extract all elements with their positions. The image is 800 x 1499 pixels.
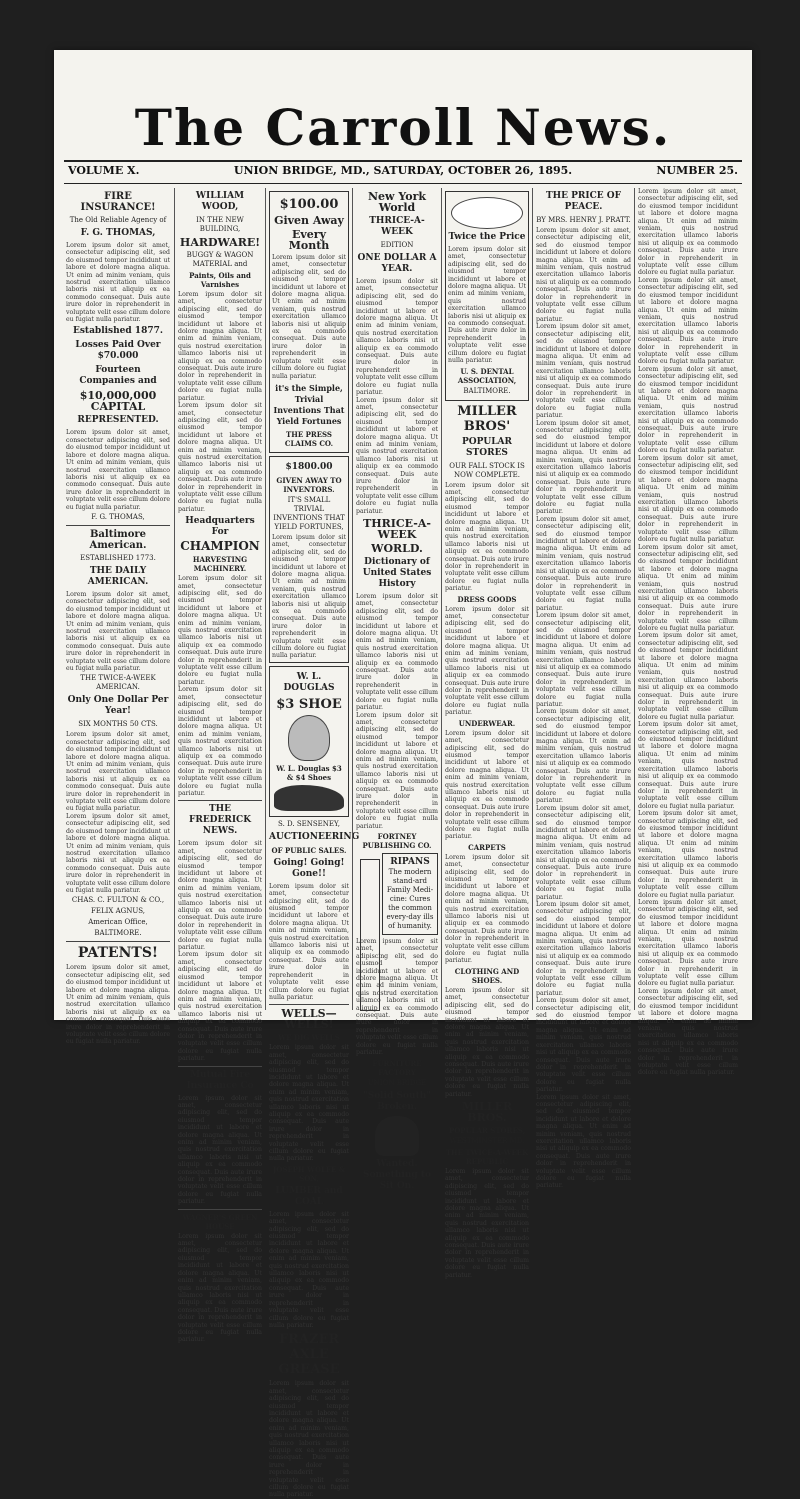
ripans-box [382, 853, 438, 935]
carpets-heading: CARPETS [468, 842, 506, 852]
story-text-2: Lorem ipsum dolor sit amet, consectetur adipiscing elit, sed do eiusmod tempor incididunt ut labore et dolore magna aliqua. Ut enim ad minim veniam, quis nostrud exercitation ullamco laboris nisi ut aliquip ex ea commodo consequat. Duis aute irure dolor in reprehenderit in voluptate velit esse cillum dolore eu fugiat nulla pariatur. [536, 323, 631, 420]
column-1 [66, 188, 170, 1046]
author-line: BY MRS. HENRY J. PRATT. [536, 216, 631, 224]
column-separator [532, 188, 533, 1010]
divider [178, 800, 262, 801]
inventors-text: Lorem ipsum dolor sit amet, consectetur adipiscing elit, sed do eiusmod tempor incididunt ut labore et dolore magna aliqua. Ut enim ad minim veniam, quis nostrud exercitation ullamco laboris nisi ut aliquip ex ea commodo consequat. Duis aute irure dolor in reprehenderit in voluptate velit esse cillum dolore eu fugiat nulla pariatur. [272, 533, 346, 660]
green-house-text: Lorem ipsum dolor sit amet, consectetur adipiscing elit, sed do eiusmod tempor incididunt ut labore et dolore magna aliqua. Ut enim ad minim veniam, quis nostrud exercitation ullamco laboris nisi ut aliquip ex ea commodo consequat. Duis aute irure dolor in reprehenderit in voluptate velit esse cillum dolore eu fugiat nulla pariatur. [178, 1232, 262, 1344]
hardware-text: Lorem ipsum dolor sit amet, consectetur adipiscing elit, sed do eiusmod tempor incididunt ut labore et dolore magna aliqua. Ut enim ad minim veniam, quis nostrud exercitation ullamco laboris nisi ut aliquip ex ea commodo consequat. Duis aute irure dolor in reprehenderit in voluptate velit esse cillum dolore eu fugiat nulla pariatur. [178, 291, 262, 402]
baltimore-line: BALTIMORE. [463, 386, 511, 395]
frederick-text: Lorem ipsum dolor sit amet, consectetur adipiscing elit, sed do eiusmod tempor incididunt ut labore et dolore magna aliqua. Ut enim ad minim veniam, quis nostrud exercitation ullamco laboris nisi ut aliquip ex ea commodo consequat. Duis aute irure dolor in reprehenderit in voluptate velit esse cillum dolore eu fugiat nulla pariatur. [178, 840, 262, 952]
column-separator [174, 188, 175, 1010]
publisher-line: CHAS. C. FULTON & CO., [71, 896, 165, 905]
price-of-peace-heading: THE PRICE OF PEACE. [545, 191, 622, 212]
portrait-image [288, 715, 330, 761]
divider [178, 1066, 262, 1067]
eighteen-hundred: $1800.00 [285, 461, 333, 472]
dress-goods-heading: DRESS GOODS [457, 594, 517, 604]
dress-goods-text: Lorem ipsum dolor sit amet, consectetur adipiscing elit, sed do eiusmod tempor incididunt ut labore et dolore magna aliqua. Ut enim ad minim veniam, quis nostrud exercitation ullamco laboris nisi ut aliquip ex ea commodo consequat. Duis aute irure dolor in reprehenderit in voluptate velit esse cillum dolore eu fugiat nulla pariatur. [445, 605, 529, 717]
world-text-2: Lorem ipsum dolor sit amet, consectetur adipiscing elit, sed do eiusmod tempor incididunt ut labore et dolore magna aliqua. Ut enim ad minim veniam, quis nostrud exercitation ullamco laboris nisi ut aliquip ex ea commodo consequat. Duis aute irure dolor in reprehenderit in voluptate velit esse cillum dolore eu fugiat nulla pariatur. [356, 396, 438, 515]
furniture-text: Lorem ipsum dolor sit amet, consectetur adipiscing elit, sed do eiusmod tempor incididunt ut labore et dolore magna aliqua. Ut enim ad minim veniam, quis nostrud exercitation ullamco laboris nisi ut aliquip ex ea commodo consequat. Duis aute irure dolor in reprehenderit in voluptate velit esse cillum dolore eu fugiat nulla pariatur. [356, 938, 438, 1057]
auction-text: Lorem ipsum dolor sit amet, consectetur adipiscing elit, sed do eiusmod tempor incididunt ut labore et dolore magna aliqua. Ut enim ad minim veniam, quis nostrud exercitation ullamco laboris nisi ut aliquip ex ea commodo consequat. Duis aute irure dolor in reprehenderit in voluptate velit esse cillum dolore eu fugiat nulla pariatur. [269, 882, 349, 1001]
frederick-news-heading: THE FREDERICK NEWS. [188, 804, 252, 837]
column-6 [536, 188, 631, 1190]
press-claims-ad [269, 191, 349, 453]
edition-line: EDITION [380, 241, 414, 249]
mutual-fire-heading: Mutual Fire Insurance Co [186, 1069, 254, 1091]
new-building-line: IN THE NEW BUILDING, [196, 216, 244, 233]
carpets-text: Lorem ipsum dolor sit amet, consectetur adipiscing elit, sed do eiusmod tempor incididunt ut labore et dolore magna aliqua. Ut enim ad minim veniam, quis nostrud exercitation ullamco laboris nisi ut aliquip ex ea commodo consequat. Duis aute irure dolor in reprehenderit in voluptate velit esse cillum dolore eu fugiat nulla pariatur. [445, 853, 529, 965]
green-house-heading: WAGNER'S GREEN HOUSE [182, 1212, 258, 1231]
column-4 [356, 188, 438, 1191]
wells-text: Lorem ipsum dolor sit amet, consectetur adipiscing elit, sed do eiusmod tempor incididunt ut labore et dolore magna aliqua. Ut enim ad minim veniam, quis nostrud exercitation ullamco laboris nisi ut aliquip ex ea commodo consequat. Duis aute irure dolor in reprehenderit in voluptate velit esse cillum dolore eu fugiat nulla pariatur. [269, 1044, 349, 1163]
wanted-heading: Wanted. Something to Sit On. [362, 1158, 431, 1191]
going-gone-line: Going! Going! Gone!! [273, 857, 345, 879]
story-text-3: Lorem ipsum dolor sit amet, consectetur adipiscing elit, sed do eiusmod tempor incididunt ut labore et dolore magna aliqua. Ut enim ad minim veniam, quis nostrud exercitation ullamco laboris nisi ut aliquip ex ea commodo consequat. Duis aute irure dolor in reprehenderit in voluptate velit esse cillum dolore eu fugiat nulla pariatur. [536, 419, 631, 516]
story-cont-2: Lorem ipsum dolor sit amet, consectetur adipiscing elit, sed do eiusmod tempor incididunt ut labore et dolore magna aliqua. Ut enim ad minim veniam, quis nostrud exercitation ullamco laboris nisi ut aliquip ex ea commodo consequat. Duis aute irure dolor in reprehenderit in voluptate velit esse cillum dolore eu fugiat nulla pariatur. [638, 276, 738, 366]
column-5 [445, 188, 529, 1279]
wagon-material-line: BUGGY & WAGON MATERIAL and [186, 251, 254, 268]
every-month: Every Month [288, 228, 330, 252]
story-text-7: Lorem ipsum dolor sit amet, consectetur adipiscing elit, sed do eiusmod tempor incididunt ut labore et dolore magna aliqua. Ut enim ad minim veniam, quis nostrud exercitation ullamco laboris nisi ut aliquip ex ea commodo consequat. Duis aute irure dolor in reprehenderit in voluptate velit esse cillum dolore eu fugiat nulla pariatur. [536, 804, 631, 901]
story-cont-10: Lorem ipsum dolor sit amet, consectetur adipiscing elit, sed do eiusmod tempor incididunt ut labore et dolore magna aliqua. Ut enim ad minim veniam, quis nostrud exercitation ullamco laboris nisi ut aliquip ex ea commodo consequat. Duis aute irure dolor in reprehenderit in voluptate velit esse cillum dolore eu fugiat nulla pariatur. [638, 987, 738, 1077]
wood-heading: WILLIAM WOOD, [195, 191, 245, 212]
popular-stores-footer: POPULAR STORES, [448, 1125, 526, 1135]
place-date: UNION BRIDGE, MD., SATURDAY, OCTOBER 26, 1895. [233, 164, 573, 177]
masthead-title: The Carroll News. [134, 98, 672, 157]
publisher-name: FELIX AGNUS, [90, 907, 146, 916]
story-text-10: Lorem ipsum dolor sit amet, consectetur adipiscing elit, sed do eiusmod tempor incididunt ut labore et dolore magna aliqua. Ut enim ad minim veniam, quis nostrud exercitation ullamco laboris nisi ut aliquip ex ea commodo consequat. Duis aute irure dolor in reprehenderit in voluptate velit esse cillum dolore eu fugiat nulla pariatur. [536, 1093, 631, 1190]
dictionary-heading: Dictionary of United States History [362, 557, 432, 589]
douglas-shoes-line: W. L. Douglas $3 & $4 Shoes [276, 763, 342, 782]
dental-association: U. S. DENTAL ASSOCIATION, [457, 366, 517, 385]
douglas-name: W. L. DOUGLAS [283, 671, 335, 693]
world-text: Lorem ipsum dolor sit amet, consectetur adipiscing elit, sed do eiusmod tempor incididunt ut labore et dolore magna aliqua. Ut enim ad minim veniam, quis nostrud exercitation ullamco laboris nisi ut aliquip ex ea commodo consequat. Duis aute irure dolor in reprehenderit in voluptate velit esse cillum dolore eu fugiat nulla pariatur. [356, 278, 438, 397]
champion-text-2: Lorem ipsum dolor sit amet, consectetur adipiscing elit, sed do eiusmod tempor incididunt ut labore et dolore magna aliqua. Ut enim ad minim veniam, quis nostrud exercitation ullamco laboris nisi ut aliquip ex ea commodo consequat. Duis aute irure dolor in reprehenderit in voluptate velit esse cillum dolore eu fugiat nulla pariatur. [178, 686, 262, 797]
companies-line: Fourteen Companies and [79, 365, 157, 387]
harvesting-line: HARVESTING MACHINERY. [192, 555, 248, 574]
press-claims-text: Lorem ipsum dolor sit amet, consectetur adipiscing elit, sed do eiusmod tempor incididunt ut labore et dolore magna aliqua. Ut enim ad minim veniam, quis nostrud exercitation ullamco laboris nisi ut aliquip ex ea commodo consequat. Duis aute irure dolor in reprehenderit in voluptate velit esse cillum dolore eu fugiat nulla pariatur. [272, 254, 346, 380]
fall-stock-line: OUR FALL STOCK IS NOW COMPLETE. [449, 461, 525, 479]
wells-heading: WELLS—WELLS! [281, 1007, 337, 1032]
column-3 [269, 188, 360, 1499]
dictionary-text: Lorem ipsum dolor sit amet, consectetur adipiscing elit, sed do eiusmod tempor incididunt ut labore et dolore magna aliqua. Ut enim ad minim veniam, quis nostrud exercitation ullamco laboris nisi ut aliquip ex ea commodo consequat. Duis aute irure dolor in reprehenderit in voluptate velit esse cillum dolore eu fugiat nulla pariatur. [356, 593, 438, 712]
ny-world-heading: New York World [367, 190, 426, 214]
hardware-text-2: Lorem ipsum dolor sit amet, consectetur adipiscing elit, sed do eiusmod tempor incididunt ut labore et dolore magna aliqua. Ut enim ad minim veniam, quis nostrud exercitation ullamco laboris nisi ut aliquip ex ea commodo consequat. Duis aute irure dolor in reprehenderit in voluptate velit esse cillum dolore eu fugiat nulla pariatur. [178, 402, 262, 513]
headquarters-line: Headquarters For [185, 516, 255, 538]
shoe-image [274, 785, 344, 811]
mutual-fire-text: Lorem ipsum dolor sit amet, consectetur adipiscing elit, sed do eiusmod tempor incididunt ut labore et dolore magna aliqua. Ut enim ad minim veniam, quis nostrud exercitation ullamco laboris nisi ut aliquip ex ea commodo consequat. Duis aute irure dolor in reprehenderit in voluptate velit esse cillum dolore eu fugiat nulla pariatur. [178, 1094, 262, 1206]
volume-label: VOLUME X. [68, 164, 140, 177]
douglas-shoe-ad [269, 666, 349, 817]
ripans-vertical-banner [360, 859, 380, 1011]
divider [66, 941, 170, 942]
divider [269, 1004, 349, 1005]
underwear-heading: UNDERWEAR. [458, 718, 516, 728]
dental-text: Lorem ipsum dolor sit amet, consectetur adipiscing elit, sed do eiusmod tempor incididunt ut labore et dolore magna aliqua. Ut enim ad minim veniam, quis nostrud exercitation ullamco laboris nisi ut aliquip ex ea commodo consequat. Duis aute irure dolor in reprehenderit in voluptate velit esse cillum dolore eu fugiat nulla pariatur. [448, 246, 526, 365]
american-office: American Office, [88, 918, 148, 927]
thrice-a-week-heading-2: THRICE-A-WEEK [363, 517, 431, 541]
union-bridge-line: UNION BRIDGE [367, 1078, 427, 1087]
senseney-name: S. D. SENSENEY, [278, 819, 340, 828]
clothing-heading: CLOTHING AND SHOES. [454, 966, 520, 985]
stores-text: Lorem ipsum dolor sit amet, consectetur adipiscing elit, sed do eiusmod tempor incididunt ut labore et dolore magna aliqua. Ut enim ad minim veniam, quis nostrud exercitation ullamco laboris nisi ut aliquip ex ea commodo consequat. Duis aute irure dolor in reprehenderit in voluptate velit esse cillum dolore eu fugiat nulla pariatur. [445, 481, 529, 593]
agent-signature: F. G. THOMAS, [91, 512, 145, 521]
baltimore-american-heading: Baltimore American. [89, 528, 147, 551]
dig-wells-line: WE DIG WELLS [278, 1033, 340, 1043]
story-cont-9: Lorem ipsum dolor sit amet, consectetur adipiscing elit, sed do eiusmod tempor incididunt ut labore et dolore magna aliqua. Ut enim ad minim veniam, quis nostrud exercitation ullamco laboris nisi ut aliquip ex ea commodo consequat. Duis aute irure dolor in reprehenderit in voluptate velit esse cillum dolore eu fugiat nulla pariatur. [638, 899, 738, 988]
dictionary-text-2: Lorem ipsum dolor sit amet, consectetur adipiscing elit, sed do eiusmod tempor incididunt ut labore et dolore magna aliqua. Ut enim ad minim veniam, quis nostrud exercitation ullamco laboris nisi ut aliquip ex ea commodo consequat. Duis aute irure dolor in reprehenderit in voluptate velit esse cillum dolore eu fugiat nulla pariatur. [356, 711, 438, 830]
champion-text: Lorem ipsum dolor sit amet, consectetur adipiscing elit, sed do eiusmod tempor incididunt ut labore et dolore magna aliqua. Ut enim ad minim veniam, quis nostrud exercitation ullamco laboris nisi ut aliquip ex ea commodo consequat. Duis aute irure dolor in reprehenderit in voluptate velit esse cillum dolore eu fugiat nulla pariatur. [178, 575, 262, 686]
established-1773: ESTABLISHED 1773. [80, 553, 156, 562]
thrice-a-week-heading: THRICE-A-WEEK [369, 216, 425, 237]
story-cont-1: Lorem ipsum dolor sit amet, consectetur adipiscing elit, sed do eiusmod tempor incididunt ut labore et dolore magna aliqua. Ut enim ad minim veniam, quis nostrud exercitation ullamco laboris nisi ut aliquip ex ea commodo consequat. Duis aute irure dolor in reprehenderit in voluptate velit esse cillum dolore eu fugiat nulla pariatur. [638, 188, 738, 277]
axle-grease-heading: FRAZER AXLE GREASE [278, 1332, 340, 1378]
champion-heading: CHAMPION [180, 539, 260, 554]
daily-rates-text: Lorem ipsum dolor sit amet, consectetur adipiscing elit, sed do eiusmod tempor incididunt ut labore et dolore magna aliqua. Ut enim ad minim veniam, quis nostrud exercitation ullamco laboris nisi ut aliquip ex ea commodo consequat. Duis aute irure dolor in reprehenderit in voluptate velit esse cillum dolore eu fugiat nulla pariatur. [66, 590, 170, 672]
clothing-text: Lorem ipsum dolor sit amet, consectetur adipiscing elit, sed do eiusmod tempor incididunt ut labore et dolore magna aliqua. Ut enim ad minim veniam, quis nostrud exercitation ullamco laboris nisi ut aliquip ex ea commodo consequat. Duis aute irure dolor in reprehenderit in voluptate velit esse cillum dolore eu fugiat nulla pariatur. [445, 986, 529, 1098]
popular-stores-heading: POPULAR STORES [461, 436, 512, 458]
solid-south-heading: "Solid South" Broken. [363, 1090, 431, 1112]
one-dollar-year: ONE DOLLAR A YEAR. [357, 253, 437, 274]
story-cont-5: Lorem ipsum dolor sit amet, consectetur adipiscing elit, sed do eiusmod tempor incididunt ut labore et dolore magna aliqua. Ut enim ad minim veniam, quis nostrud exercitation ullamco laboris nisi ut aliquip ex ea commodo consequat. Duis aute irure dolor in reprehenderit in voluptate velit esse cillum dolore eu fugiat nulla pariatur. [638, 543, 738, 632]
insurance-text: Lorem ipsum dolor sit amet, consectetur adipiscing elit, sed do eiusmod tempor incididunt ut labore et dolore magna aliqua. Ut enim ad minim veniam, quis nostrud exercitation ullamco laboris nisi ut aliquip ex ea commodo consequat. Duis aute irure dolor in reprehenderit in voluptate velit esse cillum dolore eu fugiat nulla pariatur. [66, 429, 170, 511]
divider [178, 1209, 262, 1210]
divider [66, 525, 170, 526]
losses-paid-line: Losses Paid Over $70.000 [75, 340, 161, 362]
wolfe-name: JOSEPH WOLFE & SON, [272, 1164, 346, 1183]
underwear-text: Lorem ipsum dolor sit amet, consectetur adipiscing elit, sed do eiusmod tempor incididunt ut labore et dolore magna aliqua. Ut enim ad minim veniam, quis nostrud exercitation ullamco laboris nisi ut aliquip ex ea commodo consequat. Duis aute irure dolor in reprehenderit in voluptate velit esse cillum dolore eu fugiat nulla pariatur. [445, 729, 529, 841]
patents-heading: PATENTS! [77, 945, 159, 962]
story-text-9: Lorem ipsum dolor sit amet, consectetur adipiscing elit, sed do eiusmod tempor incididunt ut labore et dolore magna aliqua. Ut enim ad minim veniam, quis nostrud exercitation ullamco laboris nisi ut aliquip ex ea commodo consequat. Duis aute irure dolor in reprehenderit in voluptate velit esse cillum dolore eu fugiat nulla pariatur. [536, 997, 631, 1094]
story-cont-3: Lorem ipsum dolor sit amet, consectetur adipiscing elit, sed do eiusmod tempor incididunt ut labore et dolore magna aliqua. Ut enim ad minim veniam, quis nostrud exercitation ullamco laboris nisi ut aliquip ex ea commodo consequat. Duis aute irure dolor in reprehenderit in voluptate velit esse cillum dolore eu fugiat nulla pariatur. [638, 365, 738, 455]
story-cont-8: Lorem ipsum dolor sit amet, consectetur adipiscing elit, sed do eiusmod tempor incididunt ut labore et dolore magna aliqua. Ut enim ad minim veniam, quis nostrud exercitation ullamco laboris nisi ut aliquip ex ea commodo consequat. Duis aute irure dolor in reprehenderit in voluptate velit esse cillum dolore eu fugiat nulla pariatur. [638, 810, 738, 899]
story-text-4: Lorem ipsum dolor sit amet, consectetur adipiscing elit, sed do eiusmod tempor incididunt ut labore et dolore magna aliqua. Ut enim ad minim veniam, quis nostrud exercitation ullamco laboris nisi ut aliquip ex ea commodo consequat. Duis aute irure dolor in reprehenderit in voluptate velit esse cillum dolore eu fugiat nulla pariatur. [536, 515, 631, 612]
ripans-text: The modern stand-ard Family Medi-cine: Cures the common every-day ills of humanity. [386, 868, 434, 930]
ripans-title: RIPANS [390, 857, 430, 867]
twice-price-heading: Twice the Price [448, 232, 526, 242]
stove-image [375, 1116, 419, 1156]
story-cont-4: Lorem ipsum dolor sit amet, consectetur adipiscing elit, sed do eiusmod tempor incididunt ut labore et dolore magna aliqua. Ut enim ad minim veniam, quis nostrud exercitation ullamco laboris nisi ut aliquip ex ea commodo consequat. Duis aute irure dolor in reprehenderit in voluptate velit esse cillum dolore eu fugiat nulla pariatur. [638, 454, 738, 544]
hardware-heading: HARDWARE! [179, 236, 261, 249]
three-dollar-shoe: $3 SHOE [276, 696, 342, 712]
dental-ad [445, 191, 529, 401]
auctioneering-heading: AUCTIONEERING [269, 831, 360, 842]
inventors-ad [269, 456, 349, 663]
republic-text: Lorem ipsum dolor sit amet, consectetur adipiscing elit, sed do eiusmod tempor incididunt ut labore et dolore magna aliqua. Ut enim ad minim veniam, quis nostrud exercitation ullamco laboris nisi ut aliquip ex ea commodo consequat. Duis aute irure dolor in reprehenderit in voluptate velit esse cillum dolore eu fugiat nulla pariatur. [445, 1167, 529, 1279]
baltimore-line: BALTIMORE. [94, 929, 142, 938]
daily-american-heading: THE DAILY AMERICAN. [87, 565, 149, 587]
column-separator [441, 188, 442, 1010]
capital-line: $10,000,000 CAPITAL [79, 389, 157, 414]
republic-heading: THE TWICE-A-WEEK REPUBLIC [445, 1147, 529, 1166]
lumber-text: Lorem ipsum dolor sit amet, consectetur adipiscing elit, sed do eiusmod tempor incididunt ut labore et dolore magna aliqua. Ut enim ad minim veniam, quis nostrud exercitation ullamco laboris nisi ut aliquip ex ea commodo consequat. Duis aute irure dolor in reprehenderit in voluptate velit esse cillum dolore eu fugiat nulla pariatur. [269, 1210, 349, 1329]
inventors-line: GIVEN AWAY TO INVENTORS. [276, 475, 342, 494]
lumber-coal-heading: LUMBER and COAL [275, 1185, 343, 1207]
number-label: NUMBER 25. [656, 164, 738, 177]
fire-insurance-heading: FIRE INSURANCE! [80, 191, 156, 213]
established-line: Established 1877. [73, 326, 163, 337]
twice-a-week-heading: THE TWICE-A-WEEK AMERICAN. [80, 674, 156, 692]
column-separator [634, 188, 635, 1010]
public-sales-line: OF PUBLIC SALES. [271, 845, 347, 855]
column-2 [178, 188, 262, 1344]
represented-line: REPRESENTED. [77, 415, 159, 426]
given-away: Given Away [274, 214, 344, 227]
masthead-rule-top [64, 160, 742, 162]
column-separator [352, 188, 353, 1010]
agent-name: F. G. THOMAS, [80, 228, 156, 238]
story-text-6: Lorem ipsum dolor sit amet, consectetur adipiscing elit, sed do eiusmod tempor incididunt ut labore et dolore magna aliqua. Ut enim ad minim veniam, quis nostrud exercitation ullamco laboris nisi ut aliquip ex ea commodo consequat. Duis aute irure dolor in reprehenderit in voluptate velit esse cillum dolore eu fugiat nulla pariatur. [536, 708, 631, 805]
miller-bros-footer: MILLER BROS. [461, 1099, 513, 1124]
hundred-dollars: $100.00 [279, 197, 339, 212]
column-7 [638, 188, 738, 1077]
story-text-5: Lorem ipsum dolor sit amet, consectetur adipiscing elit, sed do eiusmod tempor incididunt ut labore et dolore magna aliqua. Ut enim ad minim veniam, quis nostrud exercitation ullamco laboris nisi ut aliquip ex ea commodo consequat. Duis aute irure dolor in reprehenderit in voluptate velit esse cillum dolore eu fugiat nulla pariatur. [536, 612, 631, 708]
world-heading: WORLD. [371, 542, 423, 555]
newspaper-page [54, 50, 752, 1499]
small-inventions-line: IT'S SMALL TRIVIAL INVENTIONS THAT YIELD FORTUNES, [273, 495, 345, 531]
six-months-line: SIX MONTHS 50 CTS. [78, 720, 158, 729]
paints-line: Paints, Oils and Varnishes [189, 271, 251, 289]
masthead-rule-bottom [64, 183, 742, 184]
press-claims-name: THE PRESS CLAIMS CO. [284, 429, 334, 448]
teeth-image [451, 197, 523, 229]
furniture-heading: FURNITURE FACTORY [372, 1058, 422, 1077]
story-cont-6: Lorem ipsum dolor sit amet, consectetur adipiscing elit, sed do eiusmod tempor incididunt ut labore et dolore magna aliqua. Ut enim ad minim veniam, quis nostrud exercitation ullamco laboris nisi ut aliquip ex ea commodo consequat. Duis aute irure dolor in reprehenderit in voluptate velit esse cillum dolore eu fugiat nulla pariatur. [638, 632, 738, 721]
one-dollar-line: Only One Dollar Per Year! [67, 695, 169, 717]
column-separator [265, 188, 266, 1010]
ripans-ad [356, 853, 438, 935]
american-text: Lorem ipsum dolor sit amet, consectetur adipiscing elit, sed do eiusmod tempor incididunt ut labore et dolore magna aliqua. Ut enim ad minim veniam, quis nostrud exercitation ullamco laboris nisi ut aliquip ex ea commodo consequat. Duis aute irure dolor in reprehenderit in voluptate velit esse cillum dolore eu fugiat nulla pariatur. [66, 731, 170, 813]
grease-text: Lorem ipsum dolor sit amet, consectetur adipiscing elit, sed do eiusmod tempor incididunt ut labore et dolore magna aliqua. Ut enim ad minim veniam, quis nostrud exercitation ullamco laboris nisi ut aliquip ex ea commodo consequat. Duis aute irure dolor in reprehenderit in voluptate velit esse cillum dolore eu fugiat nulla pariatur. [269, 1380, 349, 1499]
story-text-1: Lorem ipsum dolor sit amet, consectetur adipiscing elit, sed do eiusmod tempor incididunt ut labore et dolore magna aliqua. Ut enim ad minim veniam, quis nostrud exercitation ullamco laboris nisi ut aliquip ex ea commodo consequat. Duis aute irure dolor in reprehenderit in voluptate velit esse cillum dolore eu fugiat nulla pariatur. [536, 227, 631, 323]
agency-subheading: The Old Reliable Agency of [69, 216, 167, 224]
frederick-text-2: Lorem ipsum dolor sit amet, consectetur adipiscing elit, sed do eiusmod tempor incididunt ut labore et dolore magna aliqua. Ut enim ad minim veniam, quis nostrud exercitation ullamco laboris nisi ut aliquip ex ea commodo consequat. Duis aute irure dolor in reprehenderit in voluptate velit esse cillum dolore eu fugiat nulla pariatur. [178, 951, 262, 1063]
dateline [68, 164, 738, 180]
trivial-inventions: it's the Simple, Trivial Inventions That Yield Fortunes [273, 382, 345, 426]
miller-bros-heading: MILLER BROS' [457, 403, 517, 434]
american-text-2: Lorem ipsum dolor sit amet, consectetur adipiscing elit, sed do eiusmod tempor incididunt ut labore et dolore magna aliqua. Ut enim ad minim veniam, quis nostrud exercitation ullamco laboris nisi ut aliquip ex ea commodo consequat. Duis aute irure dolor in reprehenderit in voluptate velit esse cillum dolore eu fugiat nulla pariatur. [66, 812, 170, 894]
westminster-line: WESTMINSTER MD. [449, 1136, 525, 1145]
story-cont-7: Lorem ipsum dolor sit amet, consectetur adipiscing elit, sed do eiusmod tempor incididunt ut labore et dolore magna aliqua. Ut enim ad minim veniam, quis nostrud exercitation ullamco laboris nisi ut aliquip ex ea commodo consequat. Duis aute irure dolor in reprehenderit in voluptate velit esse cillum dolore eu fugiat nulla pariatur. [638, 721, 738, 810]
story-text-8: Lorem ipsum dolor sit amet, consectetur adipiscing elit, sed do eiusmod tempor incididunt ut labore et dolore magna aliqua. Ut enim ad minim veniam, quis nostrud exercitation ullamco laboris nisi ut aliquip ex ea commodo consequat. Duis aute irure dolor in reprehenderit in voluptate velit esse cillum dolore eu fugiat nulla pariatur. [536, 900, 631, 997]
patents-text: Lorem ipsum dolor sit amet, consectetur adipiscing elit, sed do eiusmod tempor incididunt ut labore et dolore magna aliqua. Ut enim ad minim veniam, quis nostrud exercitation ullamco laboris nisi ut aliquip ex ea commodo consequat. Duis aute irure dolor in reprehenderit in voluptate velit esse cillum dolore eu fugiat nulla pariatur. [66, 964, 170, 1046]
fortney-line: FORTNEY PUBLISHING CO. [362, 832, 432, 850]
agency-text: Lorem ipsum dolor sit amet, consectetur adipiscing elit, sed do eiusmod tempor incididunt ut labore et dolore magna aliqua. Ut enim ad minim veniam, quis nostrud exercitation ullamco laboris nisi ut aliquip ex ea commodo consequat. Duis aute irure dolor in reprehenderit in voluptate velit esse cillum dolore eu fugiat nulla pariatur. [66, 242, 170, 324]
